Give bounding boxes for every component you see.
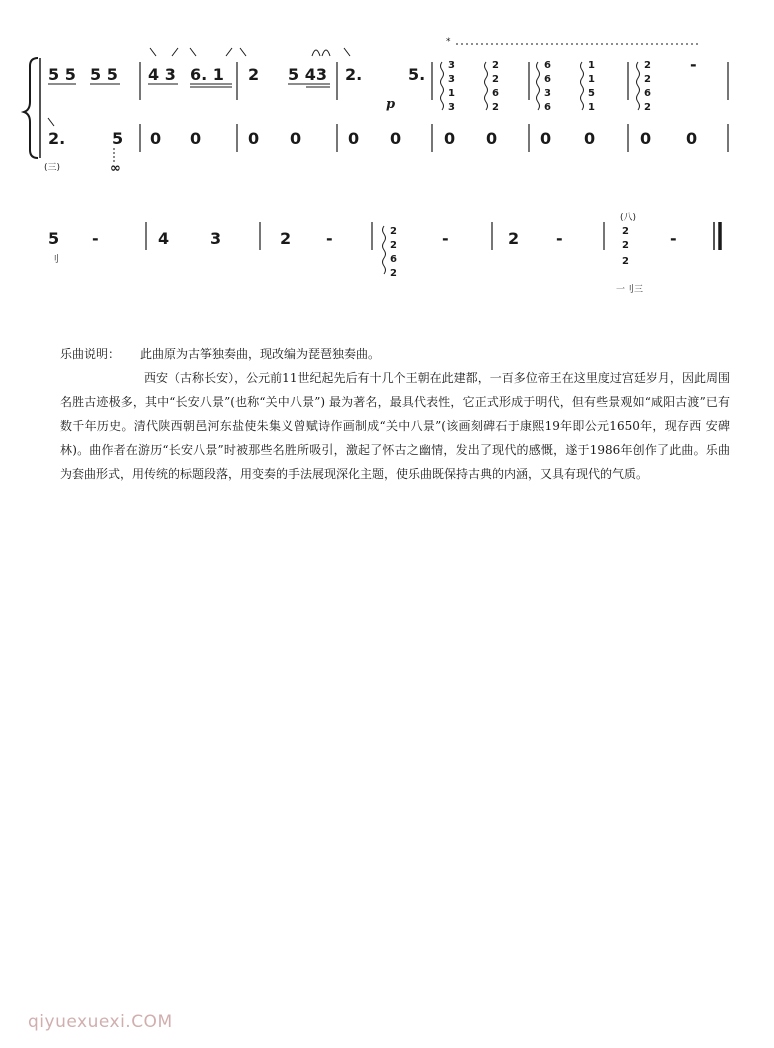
system1-bottom-notes bbox=[44, 118, 697, 176]
svg-text:2: 2 bbox=[492, 74, 499, 85]
note: 2. bbox=[345, 65, 363, 84]
note: 4 3 bbox=[148, 65, 176, 84]
dynamic-mark: p bbox=[386, 97, 396, 112]
svg-text:0: 0 bbox=[248, 129, 260, 148]
note: - bbox=[690, 55, 697, 74]
note: 5 5 bbox=[90, 65, 118, 84]
svg-text:一刂三: 一刂三 bbox=[616, 285, 644, 295]
piece-description bbox=[60, 342, 730, 486]
svg-text:2: 2 bbox=[492, 102, 499, 113]
svg-text:-: - bbox=[670, 229, 677, 248]
svg-text:2: 2 bbox=[622, 256, 629, 267]
svg-text:刂: 刂 bbox=[50, 255, 60, 265]
svg-text:3: 3 bbox=[448, 102, 455, 113]
svg-text:6: 6 bbox=[544, 102, 551, 113]
svg-text:-: - bbox=[442, 229, 449, 248]
svg-text:1: 1 bbox=[588, 102, 595, 113]
svg-text:5: 5 bbox=[588, 88, 595, 99]
svg-text:2: 2 bbox=[508, 229, 520, 248]
svg-text:2: 2 bbox=[622, 226, 629, 237]
svg-text:0: 0 bbox=[390, 129, 402, 148]
svg-text:-: - bbox=[92, 229, 99, 248]
svg-text:2: 2 bbox=[644, 102, 651, 113]
svg-text:3: 3 bbox=[544, 88, 551, 99]
svg-text:0: 0 bbox=[584, 129, 596, 148]
svg-text:0: 0 bbox=[444, 129, 456, 148]
svg-text:0: 0 bbox=[640, 129, 652, 148]
technique-marks bbox=[150, 48, 350, 56]
system1-chords bbox=[441, 55, 697, 113]
svg-text:6: 6 bbox=[644, 88, 651, 99]
tremolo-mark: ∞ bbox=[110, 161, 121, 176]
note: 6. 1 bbox=[190, 65, 224, 84]
svg-text:-: - bbox=[556, 229, 563, 248]
svg-text:(八): (八) bbox=[620, 213, 637, 223]
ottava-mark: * bbox=[446, 37, 451, 47]
svg-text:2.: 2. bbox=[48, 129, 66, 148]
svg-text:6: 6 bbox=[390, 254, 397, 265]
note: 5 5 bbox=[48, 65, 76, 84]
svg-text:3: 3 bbox=[210, 229, 222, 248]
svg-text:2: 2 bbox=[492, 60, 499, 71]
description-label: 乐曲说明： bbox=[60, 347, 121, 361]
svg-text:0: 0 bbox=[486, 129, 498, 148]
svg-text:1: 1 bbox=[588, 60, 595, 71]
note: 5. bbox=[408, 65, 426, 84]
svg-text:2: 2 bbox=[390, 226, 397, 237]
site-watermark: qiyuexuexi.COM bbox=[28, 1012, 173, 1032]
music-score bbox=[0, 0, 774, 320]
beam-lines bbox=[48, 84, 330, 87]
svg-text:5: 5 bbox=[48, 229, 60, 248]
svg-text:0: 0 bbox=[290, 129, 302, 148]
svg-text:3: 3 bbox=[448, 60, 455, 71]
svg-text:6: 6 bbox=[492, 88, 499, 99]
svg-text:2: 2 bbox=[390, 240, 397, 251]
note: 5 43 bbox=[288, 65, 327, 84]
svg-text:2: 2 bbox=[390, 268, 397, 279]
svg-text:0: 0 bbox=[686, 129, 698, 148]
svg-text:2: 2 bbox=[622, 240, 629, 251]
svg-text:1: 1 bbox=[588, 74, 595, 85]
svg-text:6: 6 bbox=[544, 60, 551, 71]
svg-text:6: 6 bbox=[544, 74, 551, 85]
description-heading bbox=[60, 342, 730, 366]
svg-text:2: 2 bbox=[644, 74, 651, 85]
svg-text:3: 3 bbox=[448, 74, 455, 85]
svg-text:5: 5 bbox=[112, 129, 124, 148]
brace-left bbox=[24, 58, 38, 158]
svg-text:0: 0 bbox=[150, 129, 162, 148]
description-intro: 此曲原为古筝独奏曲，现改编为琵琶独奏曲。 bbox=[140, 347, 381, 361]
system2-notes bbox=[48, 212, 677, 295]
svg-text:0: 0 bbox=[540, 129, 552, 148]
svg-text:1: 1 bbox=[448, 88, 455, 99]
svg-text:2: 2 bbox=[280, 229, 292, 248]
system2-barlines bbox=[146, 222, 720, 250]
svg-text:-: - bbox=[326, 229, 333, 248]
note: 2 bbox=[248, 65, 260, 84]
svg-text:2: 2 bbox=[644, 60, 651, 71]
svg-text:0: 0 bbox=[348, 129, 360, 148]
description-body: 西安（古称长安），公元前11世纪起先后有十几个王朝在此建都，一百多位帝王在这里度过宫廷岁月，因此周围名胜古迹极多，其中“长安八景”(也称“关中八景”) 最为著名，最具代表性，它正式形成于明代，但有些景观如“咸阳古渡”已有数千年历史。清代陕西朝邑河东盐使朱集义曾赋诗作画制成“关中八景”(该画刻碑石于康熙19年即公元1650年，现存西 安碑林)。曲作者在游历“长安八景”时被那些名胜所吸引，激起了怀古之幽情，发出了现代的感慨，遂于1986年创作了此曲。乐曲为套曲形式，用传统的标题段落，用变奏的手法展现深化主题，使乐曲既保持古典的内涵，又具有现代的气质。 bbox=[60, 371, 730, 481]
string-mark: (三) bbox=[44, 163, 61, 173]
score-svg bbox=[0, 0, 774, 320]
svg-text:4: 4 bbox=[158, 229, 170, 248]
svg-text:0: 0 bbox=[190, 129, 202, 148]
